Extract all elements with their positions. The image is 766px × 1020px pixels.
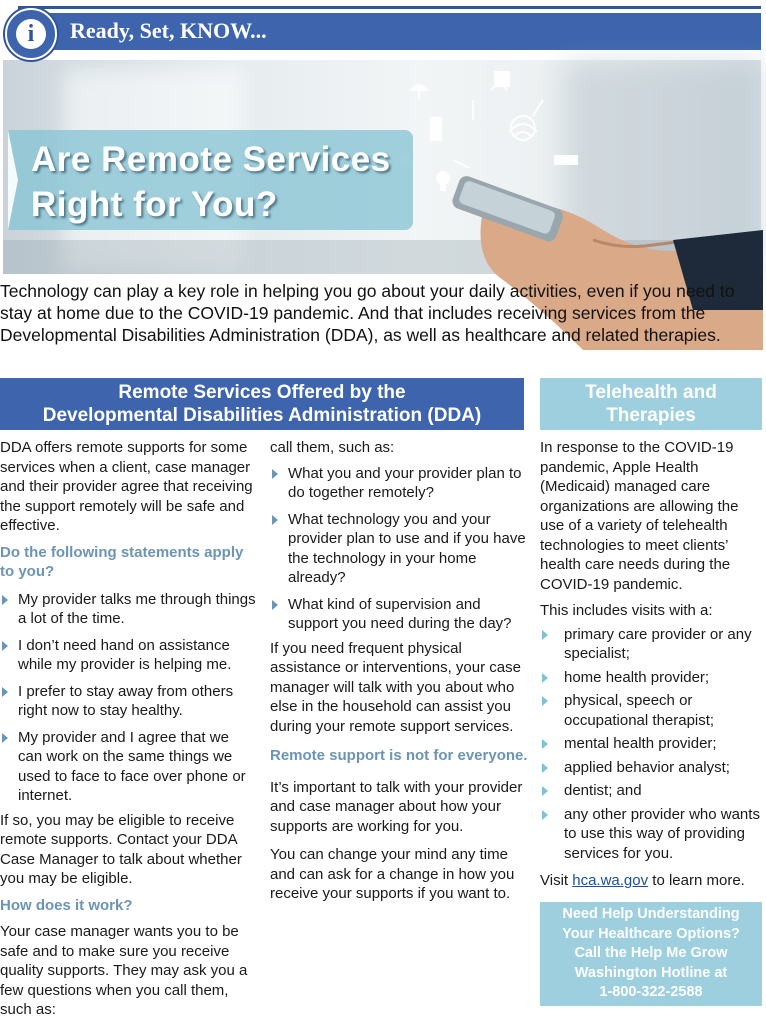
tele-visit-text: Visit hca.wa.gov to learn more.	[540, 872, 745, 889]
dda-section-heading: Remote Services Offered by the Developmental Disabilities Administration (DDA)	[0, 378, 524, 430]
triangle-bullet-icon	[542, 763, 548, 773]
list-item: physical, speech or occupational therapist;	[540, 691, 764, 730]
list-item: What technology you and your provider plan to use and if you have the technology in your home already?	[270, 510, 528, 588]
list-item: home health provider;	[540, 668, 764, 688]
list-item: I don’t need hand on assistance while my provider is helping me.	[0, 636, 257, 675]
list-item: applied behavior analyst;	[540, 758, 764, 778]
list-item: dentist; and	[540, 781, 764, 801]
triangle-bullet-icon	[542, 673, 548, 683]
list-item: My provider talks me through things a lot of the time.	[0, 590, 257, 629]
dda-subhead-statements: Do the following statements apply to you?	[0, 543, 244, 580]
list-item: any other provider who wants to use this way of providing services for you.	[540, 805, 764, 864]
triangle-bullet-icon	[542, 786, 548, 796]
hero-title-line2: Right for You?	[31, 185, 278, 224]
triangle-bullet-icon	[272, 515, 278, 525]
dda-intro-text: DDA offers remote supports for some services when a client, case manager and their provider agree that receiving the support remotely will be safe and effective.	[0, 439, 253, 534]
dda-physical-assistance-text: If you need frequent physical assistance or interventions, your case manager will talk with you about who else in the household can assist you during your remote support services.	[270, 639, 521, 735]
hero-image	[3, 60, 761, 274]
list-item: I prefer to stay away from others right now to stay healthy.	[0, 682, 257, 721]
dda-column-2	[270, 438, 528, 904]
triangle-bullet-icon	[542, 630, 548, 640]
list-item: mental health provider;	[540, 734, 764, 754]
questions-list	[270, 464, 528, 634]
info-icon: i	[5, 8, 57, 60]
list-item: My provider and I agree that we can work on the same things we used to face to face over phone or internet.	[0, 728, 257, 806]
dda-column-1	[0, 438, 257, 1018]
triangle-bullet-icon	[272, 469, 278, 479]
telehealth-section-heading: Telehealth and Therapies	[540, 378, 762, 430]
hotline-phone-number[interactable]: 1-800-322-2588	[599, 984, 703, 1000]
dda-eligibility-text: If so, you may be eligible to receive remote supports. Contact your DDA Case Manager to talk about whether you may be eligible.	[0, 811, 242, 887]
triangle-bullet-icon	[542, 696, 548, 706]
list-item: What kind of supervision and support you need during the day?	[270, 595, 528, 634]
dda-how-text-continued: call them, such as:	[270, 439, 395, 456]
telehealth-column	[540, 438, 764, 891]
list-item: primary care provider or any specialist;	[540, 625, 764, 664]
intro-paragraph: Technology can play a key role in helping you go about your daily activities, even if you need to stay at home due to the COVID-19 pandemic. And that includes receiving services from the Developmental Disabilities Administration (DDA), as well as healthcare and related therapies.	[0, 281, 735, 345]
dda-subhead-how: How does it work?	[0, 896, 133, 914]
triangle-bullet-icon	[2, 595, 8, 605]
list-item: What you and your provider plan to do together remotely?	[270, 464, 528, 503]
hero-title-line1: Are Remote Services	[31, 140, 391, 179]
providers-list	[540, 625, 764, 864]
triangle-bullet-icon	[2, 641, 8, 651]
dda-change-text: You can change your mind any time and can ask for a change in how you receive your supports if you want to.	[270, 846, 515, 902]
help-hotline-box: Need Help Understanding Your Healthcare Options? Call the Help Me Grow Washington Hotline at 1-800-322-2588	[540, 902, 762, 1006]
statements-list	[0, 590, 257, 806]
header-banner	[18, 13, 761, 50]
tele-intro-text: In response to the COVID-19 pandemic, Apple Health (Medicaid) managed care organizations are allowing the use of a variety of telehealth technologies to meet clients’ health care needs during the COVID-19 pandemic.	[540, 439, 739, 593]
hca-website-link[interactable]: hca.wa.gov	[572, 872, 649, 889]
tele-includes-text: This includes visits with a:	[540, 602, 713, 619]
header-title: Ready, Set, KNOW...	[70, 18, 267, 43]
dda-how-text: Your case manager wants you to be safe and to make sure you receive quality supports. They may ask you a few questions when you call them, such as:	[0, 923, 248, 1018]
triangle-bullet-icon	[272, 600, 278, 610]
triangle-bullet-icon	[2, 687, 8, 697]
dda-subhead-not-for-everyone: Remote support is not for everyone.	[270, 747, 528, 764]
header-rule	[18, 6, 761, 9]
dda-talk-text: It’s important to talk with your provider and case manager about how your supports are working for you.	[270, 778, 523, 835]
triangle-bullet-icon	[542, 739, 548, 749]
triangle-bullet-icon	[2, 733, 8, 743]
triangle-bullet-icon	[542, 810, 548, 820]
